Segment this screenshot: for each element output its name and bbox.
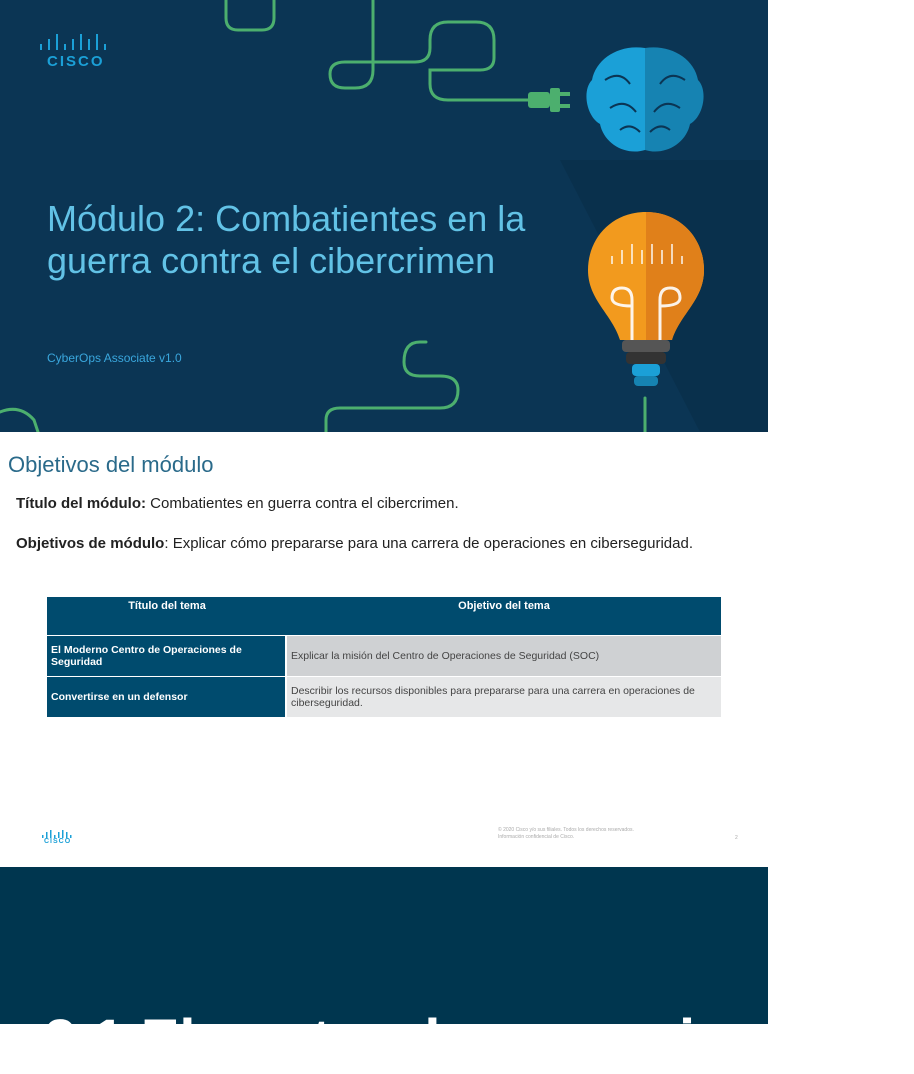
module-objective-value: : Explicar cómo prepararse para una carrera de operaciones en ciberseguridad.	[164, 535, 693, 552]
table-cell-objective: Explicar la misión del Centro de Operaciones de Seguridad (SOC)	[287, 636, 721, 676]
objectives-slide	[0, 432, 768, 867]
module-title-value: Combatientes en guerra contra el cibercrimen.	[145, 495, 459, 512]
slide-subtitle: CyberOps Associate v1.0	[47, 351, 182, 365]
cisco-logo-bars-small	[42, 830, 72, 838]
cisco-logo-bars	[40, 34, 110, 52]
section-title: 2.1 El centro de operaciones de	[44, 1008, 914, 1073]
slide-title: Módulo 2: Combatientes en la guerra contra el cibercrimen	[47, 198, 526, 281]
table-header-topic: Título del tema	[47, 597, 287, 635]
table-cell-topic: El Moderno Centro de Operaciones de Seguridad	[47, 636, 287, 676]
table-cell-objective: Describir los recursos disponibles para prepararse para una carrera en operaciones de ciberseguridad.	[287, 677, 721, 717]
table-row	[47, 636, 721, 676]
table-header-objective: Objetivo del tema	[287, 597, 721, 635]
page-number: 2	[735, 835, 738, 841]
table-header-row	[47, 597, 721, 635]
module-objective-paragraph	[16, 534, 716, 554]
brain-icon	[586, 47, 703, 151]
objectives-table	[47, 596, 721, 718]
title-slide	[0, 0, 768, 432]
confidential-line: Información confidencial de Cisco.	[498, 834, 575, 840]
slide-heading: Objetivos del módulo	[8, 452, 214, 477]
section-slide	[0, 867, 914, 1073]
cisco-logo-text: CISCO	[47, 53, 105, 70]
module-title-label: Título del módulo:	[16, 495, 146, 512]
plug-icon	[528, 88, 570, 112]
copyright-line: © 2020 Cisco y/o sus filiales. Todos los derechos reservados.	[498, 827, 634, 833]
module-objective-label: Objetivos de módulo	[16, 535, 165, 552]
copyright-text	[498, 827, 634, 841]
table-row	[47, 677, 721, 717]
module-title-paragraph	[16, 494, 716, 514]
table-cell-topic: Convertirse en un defensor	[47, 677, 287, 717]
cisco-logo-text-small: CISCO	[44, 838, 72, 845]
